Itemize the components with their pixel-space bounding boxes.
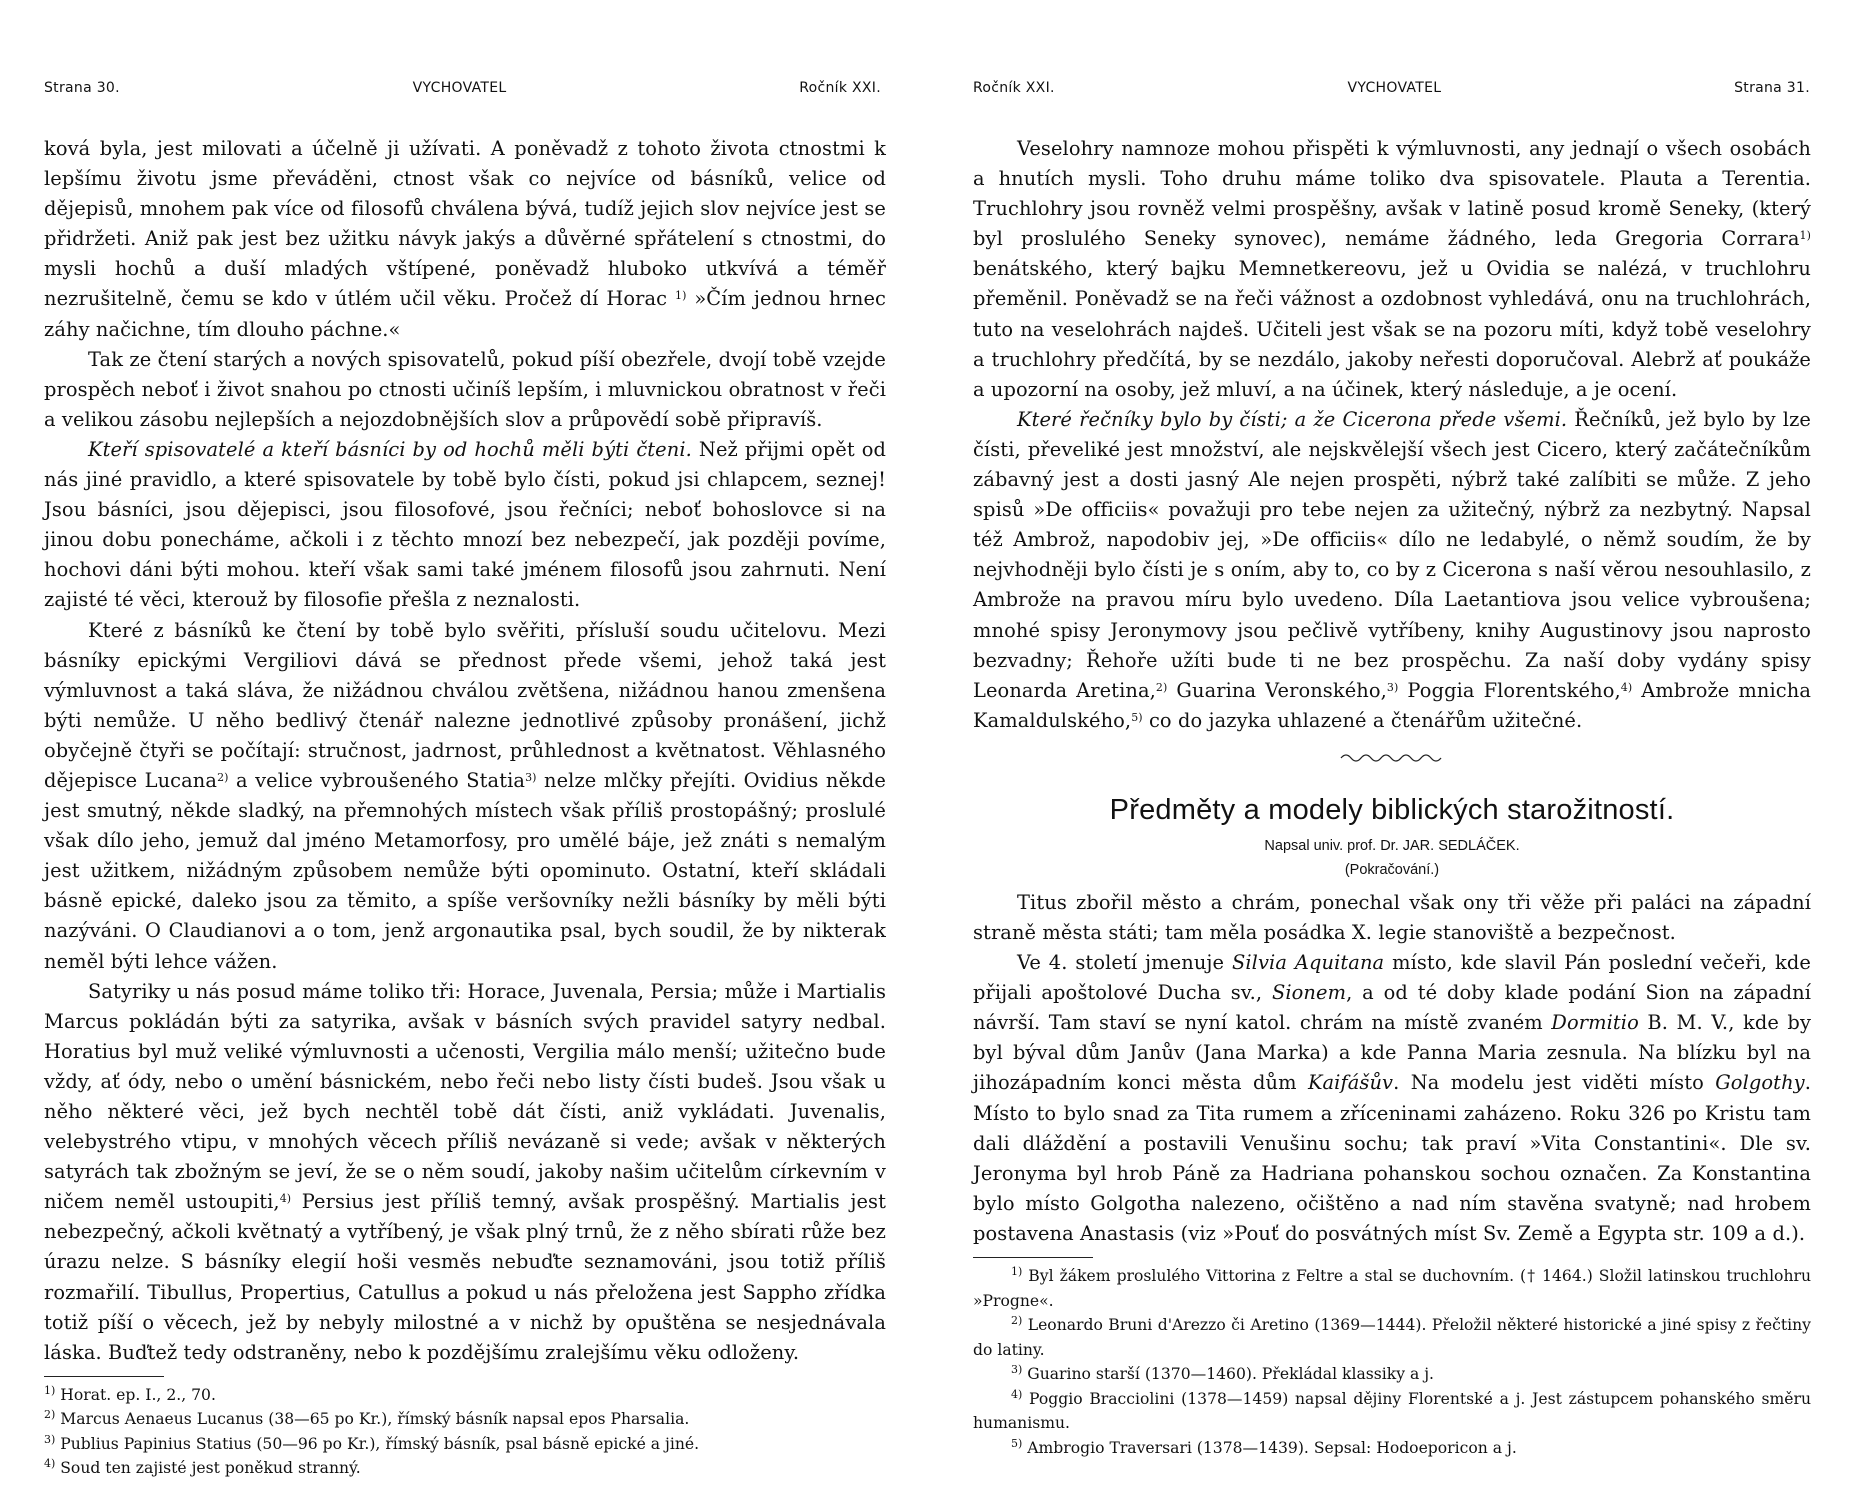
footnote-text: Leonardo Bruni d'Arezzo či Aretino (1369—1444). Přeložil některé historické a jiné spisy z řečtiny do latiny. bbox=[973, 1316, 1811, 1359]
footnote-mark: 3) bbox=[1011, 1363, 1023, 1376]
footnote bbox=[973, 1436, 1811, 1461]
page-number-label: Strana 31. bbox=[1734, 80, 1810, 96]
text-run: Persius jest příliš temný, avšak prospěšný. Martialis jest nebezpečný, ačkoli květnatý a vytříbený, je však plný trnů, že z něho sbírati růže bez úrazu nelze. S básníky elegií hoši vesměs nebuďte seznamováni, jsou totiž příliš rozmařilí. Tibullus, Propertius, Catullus a pokud u nás přeložena jest Sappho zřídka totiž píší o věcech, jež by nebyly milostné a v nichž by opuštěna se nesjednávala láska. Buďtež tedy odstraněny, nebo k pozdějšímu zralejšímu věku odloženy. bbox=[44, 1190, 887, 1364]
footnote-ref: 3) bbox=[1386, 680, 1399, 694]
paragraph bbox=[44, 616, 886, 977]
text-run: Řečníků, jež bylo by lze čísti, převeliké jest množství, ale nejskvělejší všech jest Cicero, který začátečníkům zábavný jest a dosti jasný Ale nejen prospěti, nýbrž také zalíbiti se může. Z jeho spisů »De officiis« považuji pro tebe nejen za užitečný, nýbrž za nezbytný. Napsal též Ambrož, napodobiv jej, »De officiis« dílo ne ledabylé, o němž soudím, že by nejvhodněji bylo čísti je s oním, aby to, co by z Cicerona s naší věrou nesouhlasilo, z Ambrože na pravou míru bylo uvedeno. Díla Laetantiova jsou velice vybroušena; mnohé spisy Jeronymovy jsou pečlivě vytříbeny, knihy Augustinovy jsou naprosto bezvadny; Řehoře užíti bude ti ne bez prospěchu. Za naší doby vydány spisy Leonarda Aretina, bbox=[973, 407, 1811, 702]
footnotes bbox=[973, 1264, 1811, 1460]
footnote-text: Publius Papinius Statius (50—96 po Kr.), římský básník, psal básně epické a jiné. bbox=[55, 1434, 700, 1453]
text-run: benátského, který bajku Memnetkereovu, jež u Ovidia se nalézá, v truchlohru přeměnil. Poněvadž se na řeči vážnost a ozdobnost vyhledává, onu na truchlohrách, tuto na veselohrách najdeš. Učiteli jest však se na pozoru míti, když tobě veselohry a truchlohry předčítá, by se nezdálo, jakoby neřesti doporučoval. Alebrž ať poukáže a upozorní na osoby, jež mluví, a na účinek, který následuje, a je ocení. bbox=[973, 257, 1811, 401]
footnote-rule bbox=[973, 1257, 1093, 1258]
footnote-text: Horat. ep. I., 2., 70. bbox=[55, 1385, 216, 1404]
text-run: místo, kde slavil Pán poslední večeři, kde přijali apoštolové Ducha sv., bbox=[973, 951, 1811, 1005]
text-run: Satyriky u nás posud máme toliko tři: Horace, Juvenala, Persia; může i Martialis Marcus pokládán býti za satyrika, avšak v básních svých pravidel satyry nedbal. Horatius byl muž veliké výmluvnosti a učenosti, Vergilia málo menší; užitečno bude vždy, ať ódy, nebo o umění básnickém, nebo řeči nebo listy čísti budeš. Jsou však u něho některé věci, jež bych nechtěl tobě dát čísti, aniž vykládati. Juvenalis, velebystrého vtipu, v mnohých věcech příliš nevázaně si vede; avšak v některých satyrách tak zbožným se jeví, že se o něm soudí, jakoby našim učitelům církevním v ničem neměl ustoupiti, bbox=[44, 979, 886, 1214]
footnote-ref: 4) bbox=[279, 1192, 292, 1206]
text-run: Které z básníků ke čtení by tobě bylo svěřiti, přísluší soudu učitelovu. Mezi básníky epickými Vergiliovi dává se přednost přede všemi, jehož taká jest výmluvnost a taká sláva, že nižádnou chválou zvětšena, nižádnou hanou zmenšena býti nemůže. U něho bedlivý čtenář nalezne jednotlivé způsoby pronášení, jichž obyčejně čtyři se počítají: stručnost, jadrnost, průhlednost a květnatost. Věhlasného dějepisce Lucana bbox=[44, 618, 886, 792]
text-run: Guarina Veronského, bbox=[1167, 678, 1387, 702]
footnote-ref: 5) bbox=[1131, 710, 1143, 724]
continuation-note: (Pokračování.) bbox=[1344, 861, 1440, 878]
footnote-text: Poggio Bracciolini (1378—1459) napsal dějiny Florentské a j. Jest zástupcem pohanského směru humanismu. bbox=[973, 1389, 1811, 1432]
paragraph bbox=[973, 405, 1811, 736]
footnote-ref: 2) bbox=[1155, 680, 1168, 694]
footnote-mark: 4) bbox=[1011, 1387, 1023, 1401]
paragraph bbox=[973, 134, 1811, 405]
footnote-ref: 1) bbox=[1799, 229, 1811, 243]
text-run: Veselohry namnoze mohou přispěti k výmluvnosti, any jednají o všech osobách a hnutích mysli. Toho druhu máme toliko dva spisovatele. Plauta a Terentia. Truchlohry jsou rovněž velmi prospěšny, avšak v latině posud kromě Seneky, (který byl proslulého Seneky synovec), nemáme žádného, leda Gregoria Corrara bbox=[973, 137, 1811, 251]
footnote-mark: 1) bbox=[1011, 1265, 1023, 1278]
right-page bbox=[925, 0, 1850, 1500]
footnote bbox=[973, 1313, 1811, 1362]
footnote-text: Guarino starší (1370—1460). Překládal klassiky a j. bbox=[1022, 1365, 1435, 1383]
footnote-mark: 2) bbox=[44, 1408, 56, 1422]
text-run: Tak ze čtení starých a nových spisovatelů, pokud píší obezřele, dvojí tobě vzejde prospěch neboť i život snahou po ctnosti učiníš lepším, i mluvnickou obratnost v řeči a velikou zásobu nejlepších a nejozdobnějších slov a průpovědí sobě připravíš. bbox=[44, 347, 886, 431]
footnote-text: Byl žákem proslulého Vittorina z Feltre a stal se duchovním. († 1464.) Složil latinskou truchlohru »Progne«. bbox=[973, 1267, 1811, 1310]
footnote bbox=[44, 1407, 886, 1432]
text-run: . Na modelu jest viděti místo bbox=[1393, 1071, 1716, 1095]
paragraph bbox=[44, 435, 886, 616]
running-header bbox=[44, 80, 881, 96]
text-run: nelze mlčky přejíti. Ovidius někde jest smutný, někde sladký, na přemnohých místech však příliš prostopášný; proslulé však dílo jeho, jemuž dal jméno Metamorfosy, pro umělé báje, jež znáti s nemalým jest užitkem, nižádným způsobem nemůže býti opominuto. Ostatní, kteří skládali básně epické, daleko jsou za těmito, a spíše veršovníky nežli básníky by měli býti nazýváni. O Claudianovi a o tom, jenž argonautika psal, bych soudil, že by nikterak neměl býti lehce vážen. bbox=[44, 768, 887, 973]
footnote-ref: 3) bbox=[525, 770, 537, 784]
text-run: Titus zbořil město a chrám, ponechal však ony tři věže při paláci na západní straně města státi; tam měla posádka X. legie stanoviště a bezpečnost. bbox=[973, 890, 1811, 944]
body-text bbox=[44, 134, 886, 1368]
text-column bbox=[973, 134, 1811, 1460]
italic-text: Dormitio bbox=[1551, 1011, 1639, 1035]
italic-text: Silvia Aquitana bbox=[1232, 951, 1385, 975]
footnote-mark: 1) bbox=[44, 1383, 56, 1397]
italic-text: Které řečníky bylo by čísti; a že Cicerona přede všemi. bbox=[1017, 407, 1568, 431]
footnote-mark: 5) bbox=[1011, 1436, 1023, 1450]
footnote-text: Ambrogio Traversari (1378—1439). Sepsal: Hodoeporicon a j. bbox=[1022, 1438, 1517, 1457]
text-run: . Místo to bylo snad za Tita rumem a zříceninami zaházeno. Roku 326 po Kristu tam dali dláždění a postavili Venušinu sochu; tak praví »Vita Constantini«. Dle sv. Jeronyma byl hrob Páně za Hadriana pohanskou sochou označen. Za Konstantina bylo místo Golgotha nalezeno, očištěno a nad ním stavěna svatyně; nad hrobem postavena Anastasis (viz »Pouť do posvátných míst Sv. Země a Egypta str. 109 a d.). bbox=[973, 1071, 1811, 1245]
text-run: B. M. V., kde by byl býval dům Janův (Jana Marka) a kde Panna Maria zesnula. Na blízku byl na jihozápadním konci města dům bbox=[973, 1011, 1811, 1095]
text-run: a velice vybroušeného Statia bbox=[228, 768, 526, 792]
text-run: co do jazyka uhlazené a čtenářům užitečné. bbox=[1142, 708, 1583, 732]
italic-text: Golgothy bbox=[1715, 1071, 1805, 1095]
article-author: Napsal univ. prof. Dr. JAR. SEDLÁČEK. bbox=[1264, 837, 1520, 854]
footnote bbox=[973, 1387, 1811, 1436]
footnote bbox=[44, 1456, 886, 1481]
text-run: Ambrože mnicha Kamaldulského, bbox=[973, 678, 1811, 732]
wavy-ornament-icon bbox=[1337, 746, 1447, 766]
footnote bbox=[973, 1264, 1811, 1313]
journal-title: VYCHOVATEL bbox=[412, 80, 507, 96]
page-number-label: Strana 30. bbox=[44, 80, 120, 96]
article-body bbox=[973, 888, 1811, 1249]
footnote-rule bbox=[44, 1376, 164, 1377]
footnote-text: Marcus Aenaeus Lucanus (38—65 po Kr.), římský básník napsal epos Pharsalia. bbox=[55, 1410, 690, 1429]
paragraph bbox=[44, 977, 886, 1368]
text-run: Poggia Florentského, bbox=[1398, 678, 1621, 702]
footnote-mark: 3) bbox=[44, 1432, 56, 1446]
footnote bbox=[44, 1383, 886, 1408]
paragraph bbox=[44, 345, 886, 435]
text-run: »Čím jednou hrnec záhy načichne, tím dlouho páchne.« bbox=[44, 287, 886, 341]
article-title: Předměty a modely biblických starožitností. bbox=[1109, 793, 1675, 826]
footnote-mark: 2) bbox=[1011, 1314, 1023, 1327]
paragraph bbox=[44, 134, 886, 345]
footnote bbox=[973, 1362, 1811, 1387]
footnotes bbox=[44, 1383, 886, 1481]
footnote bbox=[44, 1432, 886, 1457]
italic-text: Kaifášův bbox=[1307, 1071, 1394, 1095]
volume-label: Ročník XXI. bbox=[799, 80, 881, 96]
journal-title: VYCHOVATEL bbox=[1347, 80, 1442, 96]
italic-text: Kteří spisovatelé a kteří básníci by od hochů měli býti čteni. bbox=[88, 437, 692, 461]
text-run: , a od té doby klade podání Sion na západní návrší. Tam staví se nyní katol. chrám na místě zvaném bbox=[973, 981, 1811, 1035]
volume-label: Ročník XXI. bbox=[973, 80, 1055, 96]
footnote-mark: 4) bbox=[44, 1457, 56, 1471]
footnote-ref: 1) bbox=[674, 289, 687, 303]
italic-text: Sionem bbox=[1271, 981, 1347, 1005]
paragraph bbox=[973, 948, 1811, 1249]
text-run: ková byla, jest milovati a účelně ji užívati. A poněvadž z tohoto života ctnostmi k lepšímu životu jsme převáděni, ctnost však co nejvíce od básníků, velice od dějepisů, mnohem pak více od filosofů chválena bývá, tudíž jejich slov nejvíce jest se přidržeti. Aniž pak jest bez užitku návyk jakýs a důvěrné spřátelení s ctnostmi, do mysli hochů a duší mladých vštípené, poněvadž hluboko utkvívá a téměř nezrušitelně, čemu se kdo v útlém učil věku. Pročež dí Horac bbox=[44, 137, 886, 311]
text-run: Než přijmi opět od nás jiné pravidlo, a které spisovatele by tobě bylo čísti, pokud jsi chlapcem, seznej! Jsou básníci, jsou dějepisci, jsou filosofové, jsou řečníci; neboť bohoslovce si na jinou dobu ponecháme, ačkoli i z těchto mnozí bez nebezpečí, jak později povíme, hochovi dáni býti mohou. kteří však sami také jménem filosofů jsou zahrnuti. Není zajisté té věci, kterouž by filosofie přešla z neznalosti. bbox=[44, 437, 887, 612]
running-header bbox=[973, 80, 1810, 96]
text-run: Ve 4. století jmenuje bbox=[1017, 951, 1232, 975]
paragraph bbox=[973, 888, 1811, 948]
footnote-text: Soud ten zajisté jest poněkud stranný. bbox=[55, 1459, 361, 1478]
section-divider-ornament bbox=[973, 746, 1811, 776]
body-text bbox=[973, 134, 1811, 736]
text-column bbox=[44, 134, 886, 1481]
footnote-ref: 2) bbox=[217, 770, 229, 784]
footnote-ref: 4) bbox=[1620, 680, 1633, 694]
